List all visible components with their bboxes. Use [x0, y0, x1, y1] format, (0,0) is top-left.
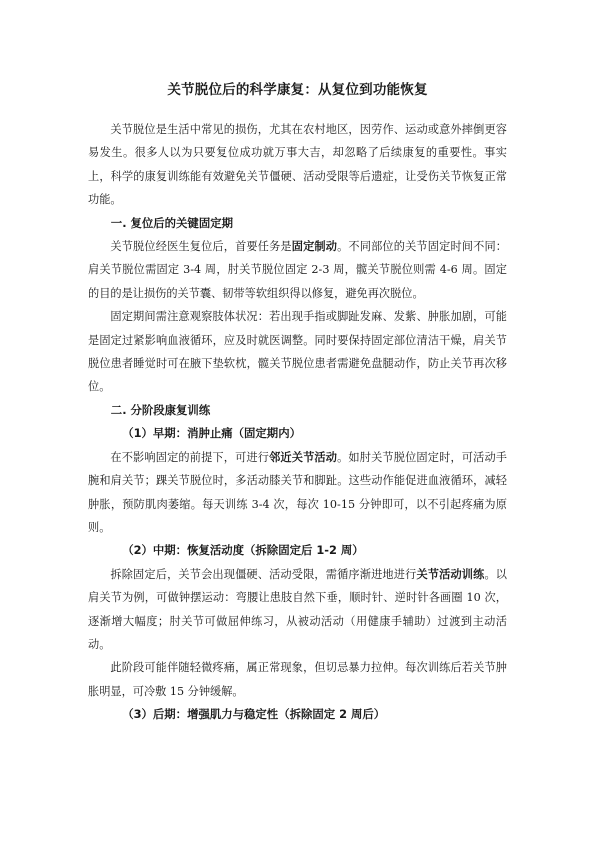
- document-body: [88, 118, 507, 727]
- text-run: 拆除固定后，关节会出现僵硬、活动受限，需循序渐进地进行: [110, 567, 417, 581]
- late-stage-heading: （3）后期：增强肌力与稳定性（拆除固定 2 周后）: [122, 707, 386, 722]
- intro-paragraph: 关节脱位是生活中常见的损伤，尤其在农村地区，因劳作、运动或意外摔倒更容易发生。很多人以为只要复位成功就万事大吉，却忽略了后续康复的重要性。事实上，科学的康复训练能有效避免关节僵硬、活动受限等后遗症，让受伤关节恢复正常功能。: [88, 123, 507, 207]
- bold-term: 邻近关节活动: [269, 450, 338, 464]
- bold-term: 固定制动: [291, 240, 338, 254]
- mid-stage-paragraph-1: [88, 563, 507, 657]
- mid-stage-heading: （2）中期：恢复活动度（拆除固定后 1-2 周）: [122, 543, 364, 558]
- text-run: 在不影响固定的前提下，可进行: [110, 450, 270, 464]
- section-2-heading: 二. 分阶段康复训练: [110, 402, 211, 417]
- section-1-paragraph-2: 固定期间需注意观察肢体状况：若出现手指或脚趾发麻、发紫、肿胀加剧，可能是固定过紧影响血液循环，应及时就医调整。同时要保持固定部位清洁干燥，肩关节脱位患者睡觉时可在腋下垫软枕，髋关节脱位患者需避免盘腿动作，防止关节再次移位。: [88, 310, 507, 394]
- bold-term: 关节活动训练: [416, 567, 485, 581]
- text-run: 。不同部位的关节固定时间不同：肩关节脱位需固定 3-4 周，肘关节脱位固定 2-3 周，髋关节脱位则需 4-6 周。固定的目的是让损伤的关节囊、韧带等软组织得以修复，避免再次脱位。: [88, 240, 507, 300]
- early-stage-paragraph: [88, 446, 507, 540]
- mid-stage-paragraph-2: 此阶段可能伴随轻微疼痛，属正常现象，但切忌暴力拉伸。每次训练后若关节肿胀明显，可冷敷 15 分钟缓解。: [88, 661, 507, 698]
- section-1-paragraph-1: [88, 235, 507, 305]
- early-stage-heading: （1）早期：消肿止痛（固定期内）: [122, 426, 301, 441]
- document-title: 关节脱位后的科学康复：从复位到功能恢复: [167, 82, 428, 98]
- text-run: 。如肘关节脱位固定时，可活动手腕和肩关节；踝关节脱位时，多活动膝关节和脚趾。这些动作能促进血液循环，减轻肿胀，预防肌肉萎缩。每天训练 3-4 次，每次 10-15 分钟即可，以不引起疼痛为原则。: [88, 450, 507, 534]
- text-run: 。以肩关节为例，可做钟摆运动：弯腰让患肢自然下垂，顺时针、逆时针各画圈 10 次，逐渐增大幅度；肘关节可做屈伸练习，从被动活动（用健康手辅助）过渡到主动活动。: [88, 567, 507, 651]
- text-run: 关节脱位经医生复位后，首要任务是: [110, 240, 292, 254]
- section-1-heading: 一. 复位后的关键固定期: [110, 215, 233, 230]
